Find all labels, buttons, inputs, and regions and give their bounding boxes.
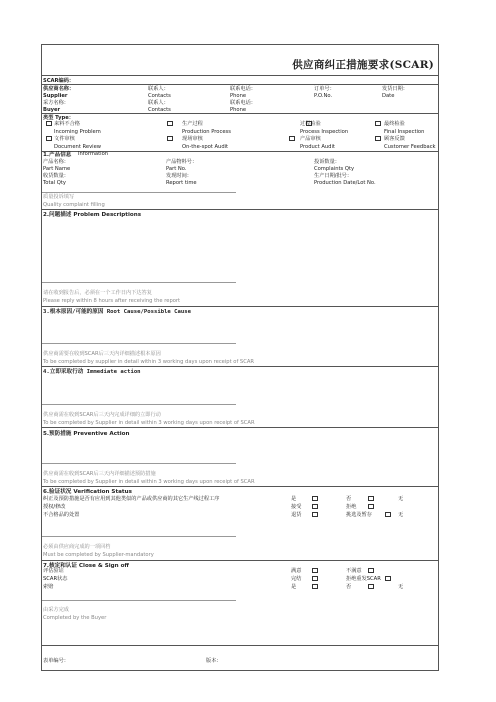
form-number-label: 表单编号：	[43, 658, 69, 664]
type-customer-feedback-en: Customer Feedback	[384, 144, 436, 150]
checkbox-unsatisfied[interactable]	[368, 568, 374, 573]
option-return: 退货	[291, 512, 302, 518]
section1-heading-en: Information	[78, 151, 109, 157]
verification-question-3: 不合格品的处置	[43, 512, 80, 518]
section4-heading: 4.立即采取行动 Immediate action	[43, 369, 141, 375]
signature-line	[42, 600, 236, 601]
checkbox-final-inspection[interactable]	[375, 121, 381, 126]
divider	[42, 84, 438, 85]
type-onsite-audit-cn: 现场审核	[182, 136, 203, 142]
checkbox-q1-yes[interactable]	[312, 496, 318, 501]
checkbox-q2-reject[interactable]	[368, 504, 374, 509]
section5-note-en: To be completed by Supplier in detail within 3 working days upon receipt of SCAR	[43, 479, 255, 485]
po-label-cn: 订单号：	[314, 86, 335, 92]
phone2-label-cn: 联系电话：	[230, 100, 256, 106]
date-label-en: Date	[382, 93, 395, 99]
option-no: 否	[346, 496, 352, 502]
checkbox-claim-no[interactable]	[368, 584, 374, 589]
type-document-review-cn: 文件审核	[54, 136, 75, 142]
section5-heading: 5.预防措施 Preventive Action	[43, 431, 130, 437]
signature-line	[42, 404, 236, 405]
option-reissue: 拒绝重发SCAR	[346, 576, 381, 582]
section4-note-cn: 供应商需在收到SCAR后三天内完成详细的立即行动	[43, 412, 161, 418]
section2-heading: 2.问题描述 Problem Descriptions	[43, 212, 142, 218]
type-final-inspection-en: Final Inspection	[384, 129, 425, 135]
type-production-cn: 生产过程	[182, 121, 203, 127]
po-label-en: P.O.No.	[314, 93, 333, 99]
phone-label-en: Phone	[230, 93, 247, 99]
divider	[42, 75, 438, 76]
divider	[42, 113, 438, 114]
type-final-inspection-cn: 最终检验	[384, 121, 405, 127]
version-label: 版本：	[206, 658, 222, 664]
signature-line	[42, 463, 236, 464]
section3-note-cn: 供应商需要在收到SCAR后三天内详细描述根本原因	[43, 351, 161, 357]
section6-note-en: Must be completed by Supplier-mandatory	[43, 552, 154, 558]
section3-heading: 3.根本原因/可能的原因 Root Cause/Possible Cause	[43, 309, 192, 315]
checkbox-q3-return[interactable]	[312, 512, 318, 517]
option-reject: 拒绝	[346, 504, 357, 510]
type-production-en: Production Process	[182, 129, 231, 135]
option-claim-yes: 是	[291, 584, 297, 590]
buyer-label-en: Buyer	[43, 107, 61, 113]
section4-note-en: To be completed by Supplier in detail within 3 working days upon receipt of SCAR	[43, 420, 255, 426]
part-name-en: Part Name	[43, 166, 71, 172]
type-onsite-audit-en: On-the-spot Audit	[182, 144, 229, 150]
type-incoming-en: Incoming Problem	[54, 129, 101, 135]
section1-note-cn: 质量投诉填写	[43, 194, 75, 200]
report-time-en: Report time	[166, 180, 197, 186]
checkbox-reissue[interactable]	[385, 576, 391, 581]
checkbox-incoming[interactable]	[46, 121, 52, 126]
option-closed: 完结	[291, 576, 302, 582]
section3-note-en: To be completed by supplier in detail within 3 working days upon receipt of SCAR	[43, 359, 254, 365]
checkbox-onsite-audit[interactable]	[167, 136, 173, 141]
checkbox-q3-sort[interactable]	[385, 512, 391, 517]
phone2-label-en: Phone	[230, 107, 247, 113]
section6-heading: 6.验证状况 Verification Status	[43, 489, 132, 495]
part-no-cn: 产品物料号：	[166, 159, 198, 165]
production-date-cn: 生产日期/批号：	[314, 173, 353, 179]
type-process-inspection-en: Process Inspection	[300, 129, 349, 135]
option-sort-hold: 挑选及暂存	[346, 512, 372, 518]
form-title: 供应商纠正措施要求(SCAR)	[292, 59, 434, 71]
checkbox-satisfied[interactable]	[312, 568, 318, 573]
checkbox-customer-feedback[interactable]	[375, 136, 381, 141]
verification-question-1: 纠正及预防措施是否有应用到其他类似的产品或供应商的其它生产线过程工序	[43, 496, 220, 502]
complaints-cn: 投诉数量：	[314, 159, 340, 165]
supplier-label-cn: 供应商名称：	[43, 86, 75, 92]
checkbox-production[interactable]	[167, 121, 173, 126]
total-qty-en: Total Qty	[43, 180, 66, 186]
section7-heading: 7.核定和认证 Close & Sign off	[43, 563, 129, 569]
checkbox-claim-yes[interactable]	[312, 584, 318, 589]
checkbox-q1-no[interactable]	[368, 496, 374, 501]
section7-note-en: Completed by the Buyer	[43, 615, 107, 621]
section1-note-en: Quality complaint filling	[43, 202, 105, 208]
type-customer-feedback-cn: 顾客反馈	[384, 136, 405, 142]
signature-line	[42, 282, 236, 283]
contacts-label-en: Contacts	[148, 93, 171, 99]
section1-heading: 1.产品信息	[43, 152, 72, 158]
checkbox-product-audit[interactable]	[289, 136, 295, 141]
complaints-en: Complaints Qty	[314, 166, 355, 172]
type-product-audit-cn: 产品审核	[300, 136, 321, 142]
option-claim-na: 无	[398, 584, 404, 590]
production-date-en: Production Date/Lot No.	[314, 180, 376, 186]
divider	[42, 427, 438, 428]
divider	[42, 645, 438, 646]
contacts2-label-cn: 联系人：	[148, 100, 169, 106]
buyer-label-cn: 采方名称：	[43, 100, 69, 106]
option-accept: 接受	[291, 504, 302, 510]
date-label-cn: 发货日期：	[382, 86, 408, 92]
type-process-inspection-cn: 过程检验	[300, 121, 321, 127]
section6-note-cn: 必须由供应商完成的一项回档	[43, 544, 111, 550]
scar-no-label: SCAR编码：	[43, 78, 75, 84]
scar-form	[41, 44, 439, 671]
option-unsatisfied: 不满意	[346, 568, 362, 574]
type-incoming-cn: 来料不合格	[54, 121, 80, 127]
section7-note-cn: 由采方完成	[43, 607, 69, 613]
type-document-review-en: Document Review	[54, 144, 102, 150]
checkbox-closed[interactable]	[312, 576, 318, 581]
signature-line	[42, 536, 236, 537]
phone-label-cn: 联系电话：	[230, 86, 256, 92]
signature-line	[42, 343, 236, 344]
option-satisfied: 满意	[291, 568, 302, 574]
section5-note-cn: 供应商需在收到SCAR后三天内详细描述预防措施	[43, 471, 156, 477]
part-name-cn: 产品名称：	[43, 159, 69, 165]
close-row-3: 索赔	[43, 584, 54, 590]
part-no-en: Part No.	[166, 166, 187, 172]
section2-note-cn: 请在收到报告后，必须在一个工作日内下达答复	[43, 290, 152, 296]
supplier-label-en: Supplier	[43, 93, 68, 99]
option-q3-na: 无	[398, 512, 404, 518]
report-time-cn: 发现时间：	[166, 173, 192, 179]
option-na: 无	[398, 496, 404, 502]
contacts2-label-en: Contacts	[148, 107, 171, 113]
type-product-audit-en: Product Audit	[300, 144, 335, 150]
checkbox-q2-accept[interactable]	[312, 504, 318, 509]
signature-line	[42, 192, 236, 193]
total-qty-cn: 收货数量：	[43, 173, 69, 179]
close-row-1: 评估验证	[43, 568, 64, 574]
type-label: 类型 Type：	[43, 115, 74, 121]
checkbox-document-review[interactable]	[46, 136, 52, 141]
close-row-2: SCAR状态	[43, 576, 68, 582]
option-yes: 是	[291, 496, 297, 502]
verification-question-2: 授权/修改	[43, 504, 66, 510]
section2-note-en: Please reply within 8 hours after receiving the report	[43, 298, 181, 304]
contacts-label-cn: 联系人：	[148, 86, 169, 92]
option-claim-no: 否	[346, 584, 352, 590]
